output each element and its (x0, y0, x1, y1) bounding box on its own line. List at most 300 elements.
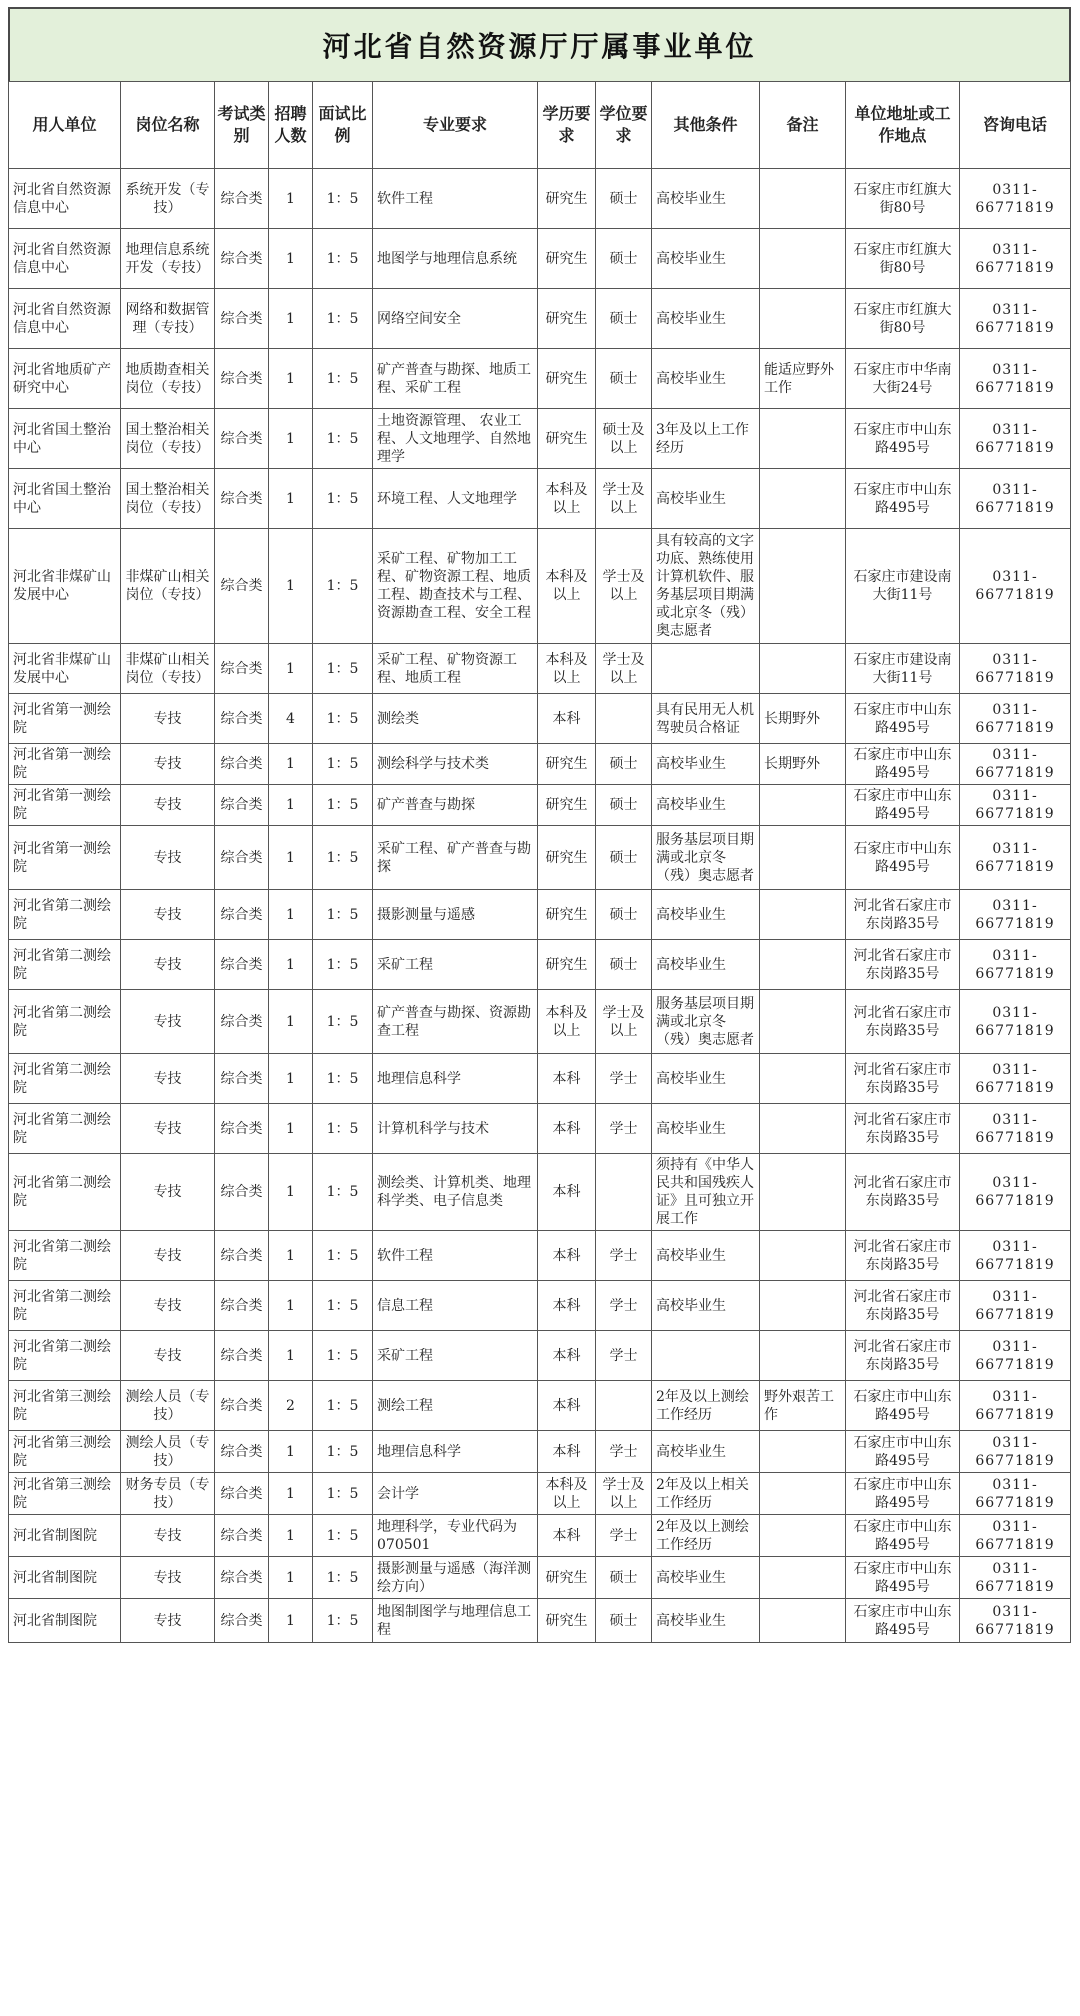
cell-post: 专技 (121, 1054, 215, 1104)
cell-degree: 学士 (596, 1281, 652, 1331)
cell-note (760, 890, 846, 940)
cell-unit: 河北省第二测绘院 (9, 1331, 121, 1381)
cell-count: 4 (269, 694, 313, 744)
cell-major: 采矿工程、矿产普查与勘探 (373, 826, 538, 890)
cell-count: 1 (269, 1599, 313, 1643)
cell-other: 高校毕业生 (652, 1231, 760, 1281)
cell-phone: 0311-66771819 (960, 1054, 1071, 1104)
header-unit: 用人单位 (9, 82, 121, 169)
cell-major: 计算机科学与技术 (373, 1104, 538, 1154)
cell-other: 高校毕业生 (652, 1557, 760, 1599)
cell-address: 河北省石家庄市东岗路35号 (846, 1104, 960, 1154)
cell-category: 综合类 (215, 990, 269, 1054)
cell-other (652, 1331, 760, 1381)
cell-note (760, 1104, 846, 1154)
cell-post: 专技 (121, 1231, 215, 1281)
cell-note (760, 1557, 846, 1599)
cell-note (760, 826, 846, 890)
cell-major: 采矿工程 (373, 940, 538, 990)
cell-education: 本科 (538, 1431, 596, 1473)
cell-post: 测绘人员（专技） (121, 1381, 215, 1431)
cell-degree: 学士及以上 (596, 990, 652, 1054)
cell-education: 本科及以上 (538, 1473, 596, 1515)
cell-phone: 0311-66771819 (960, 990, 1071, 1054)
table-row (9, 1281, 1071, 1331)
cell-phone: 0311-66771819 (960, 409, 1071, 469)
cell-major: 信息工程 (373, 1281, 538, 1331)
cell-count: 1 (269, 785, 313, 826)
table-row (9, 1381, 1071, 1431)
cell-education: 研究生 (538, 349, 596, 409)
cell-ratio: 1：5 (313, 1515, 373, 1557)
cell-phone: 0311-66771819 (960, 469, 1071, 529)
cell-post: 专技 (121, 1515, 215, 1557)
cell-major: 网络空间安全 (373, 289, 538, 349)
table-row (9, 169, 1071, 229)
cell-ratio: 1：5 (313, 1054, 373, 1104)
cell-unit: 河北省第二测绘院 (9, 1231, 121, 1281)
cell-education: 本科 (538, 1515, 596, 1557)
cell-address: 石家庄市中山东路495号 (846, 409, 960, 469)
cell-degree: 学士 (596, 1331, 652, 1381)
header-row (9, 82, 1071, 169)
header-note: 备注 (760, 82, 846, 169)
cell-address: 石家庄市建设南大街11号 (846, 529, 960, 644)
cell-ratio: 1：5 (313, 1231, 373, 1281)
cell-unit: 河北省第二测绘院 (9, 1104, 121, 1154)
cell-phone: 0311-66771819 (960, 1281, 1071, 1331)
cell-degree: 硕士 (596, 169, 652, 229)
cell-address: 河北省石家庄市东岗路35号 (846, 1231, 960, 1281)
table-row (9, 349, 1071, 409)
cell-address: 河北省石家庄市东岗路35号 (846, 1154, 960, 1231)
cell-education: 本科 (538, 1381, 596, 1431)
cell-address: 石家庄市建设南大街11号 (846, 644, 960, 694)
cell-major: 采矿工程、矿物资源工程、地质工程 (373, 644, 538, 694)
cell-degree: 硕士 (596, 1599, 652, 1643)
cell-count: 1 (269, 1473, 313, 1515)
cell-count: 1 (269, 1557, 313, 1599)
cell-major: 土地资源管理、 农业工程、人文地理学、自然地理学 (373, 409, 538, 469)
cell-education: 本科 (538, 1281, 596, 1331)
cell-note (760, 529, 846, 644)
cell-degree (596, 1381, 652, 1431)
cell-unit: 河北省第二测绘院 (9, 1054, 121, 1104)
cell-phone: 0311-66771819 (960, 169, 1071, 229)
cell-count: 1 (269, 1104, 313, 1154)
cell-address: 河北省石家庄市东岗路35号 (846, 890, 960, 940)
cell-note: 野外艰苦工作 (760, 1381, 846, 1431)
table-row (9, 1431, 1071, 1473)
cell-ratio: 1：5 (313, 940, 373, 990)
cell-phone: 0311-66771819 (960, 349, 1071, 409)
cell-category: 综合类 (215, 169, 269, 229)
cell-address: 石家庄市中山东路495号 (846, 694, 960, 744)
cell-degree: 硕士 (596, 1557, 652, 1599)
cell-ratio: 1：5 (313, 1473, 373, 1515)
cell-phone: 0311-66771819 (960, 1515, 1071, 1557)
cell-post: 测绘人员（专技） (121, 1431, 215, 1473)
cell-category: 综合类 (215, 1431, 269, 1473)
table-row (9, 1557, 1071, 1599)
table-row (9, 990, 1071, 1054)
cell-major: 矿产普查与勘探 (373, 785, 538, 826)
table-row (9, 1515, 1071, 1557)
cell-count: 1 (269, 169, 313, 229)
cell-category: 综合类 (215, 289, 269, 349)
cell-other: 服务基层项目期满或北京冬（残）奥志愿者 (652, 826, 760, 890)
cell-phone: 0311-66771819 (960, 1431, 1071, 1473)
cell-note (760, 940, 846, 990)
header-major: 专业要求 (373, 82, 538, 169)
cell-note (760, 785, 846, 826)
cell-other: 2年及以上测绘工作经历 (652, 1381, 760, 1431)
cell-address: 石家庄市中山东路495号 (846, 744, 960, 785)
cell-count: 1 (269, 644, 313, 694)
table-row (9, 694, 1071, 744)
cell-ratio: 1：5 (313, 826, 373, 890)
cell-note (760, 1054, 846, 1104)
cell-other: 2年及以上相关工作经历 (652, 1473, 760, 1515)
cell-unit: 河北省国土整治中心 (9, 409, 121, 469)
cell-unit: 河北省地质矿产研究中心 (9, 349, 121, 409)
cell-address: 石家庄市中山东路495号 (846, 785, 960, 826)
cell-unit: 河北省第二测绘院 (9, 890, 121, 940)
cell-major: 矿产普查与勘探、地质工程、采矿工程 (373, 349, 538, 409)
cell-education: 本科 (538, 1104, 596, 1154)
cell-category: 综合类 (215, 1104, 269, 1154)
cell-unit: 河北省自然资源信息中心 (9, 289, 121, 349)
cell-count: 1 (269, 1331, 313, 1381)
cell-other: 高校毕业生 (652, 289, 760, 349)
header-post: 岗位名称 (121, 82, 215, 169)
cell-category: 综合类 (215, 785, 269, 826)
cell-phone: 0311-66771819 (960, 826, 1071, 890)
cell-degree: 学士 (596, 1104, 652, 1154)
cell-count: 1 (269, 289, 313, 349)
cell-address: 石家庄市中山东路495号 (846, 469, 960, 529)
cell-education: 本科 (538, 1331, 596, 1381)
cell-post: 国土整治相关岗位（专技） (121, 469, 215, 529)
header-education: 学历要求 (538, 82, 596, 169)
cell-unit: 河北省第三测绘院 (9, 1381, 121, 1431)
cell-other: 须持有《中华人民共和国残疾人证》且可独立开展工作 (652, 1154, 760, 1231)
cell-phone: 0311-66771819 (960, 694, 1071, 744)
cell-unit: 河北省第二测绘院 (9, 1281, 121, 1331)
cell-post: 专技 (121, 1281, 215, 1331)
table-row (9, 1231, 1071, 1281)
cell-address: 石家庄市中山东路495号 (846, 1599, 960, 1643)
cell-address: 石家庄市中山东路495号 (846, 1473, 960, 1515)
cell-category: 综合类 (215, 826, 269, 890)
header-degree: 学位要求 (596, 82, 652, 169)
cell-education: 研究生 (538, 1557, 596, 1599)
cell-count: 1 (269, 826, 313, 890)
cell-count: 1 (269, 744, 313, 785)
table-row (9, 826, 1071, 890)
cell-major: 会计学 (373, 1473, 538, 1515)
cell-count: 1 (269, 1281, 313, 1331)
cell-major: 测绘科学与技术类 (373, 744, 538, 785)
cell-category: 综合类 (215, 1381, 269, 1431)
cell-note (760, 1154, 846, 1231)
cell-address: 石家庄市红旗大街80号 (846, 169, 960, 229)
cell-category: 综合类 (215, 469, 269, 529)
cell-degree: 学士及以上 (596, 529, 652, 644)
cell-count: 1 (269, 1054, 313, 1104)
cell-ratio: 1：5 (313, 1431, 373, 1473)
cell-phone: 0311-66771819 (960, 1154, 1071, 1231)
cell-unit: 河北省第一测绘院 (9, 744, 121, 785)
cell-other: 高校毕业生 (652, 1431, 760, 1473)
cell-ratio: 1：5 (313, 169, 373, 229)
cell-degree: 硕士 (596, 289, 652, 349)
cell-category: 综合类 (215, 1473, 269, 1515)
cell-unit: 河北省自然资源信息中心 (9, 229, 121, 289)
cell-category: 综合类 (215, 694, 269, 744)
cell-phone: 0311-66771819 (960, 1331, 1071, 1381)
table-row (9, 644, 1071, 694)
cell-count: 1 (269, 1231, 313, 1281)
cell-ratio: 1：5 (313, 744, 373, 785)
table-row (9, 529, 1071, 644)
cell-other: 高校毕业生 (652, 229, 760, 289)
cell-degree: 硕士 (596, 826, 652, 890)
cell-education: 研究生 (538, 289, 596, 349)
cell-address: 河北省石家庄市东岗路35号 (846, 1331, 960, 1381)
cell-count: 1 (269, 990, 313, 1054)
cell-degree: 硕士 (596, 890, 652, 940)
cell-address: 石家庄市中山东路495号 (846, 1557, 960, 1599)
header-phone: 咨询电话 (960, 82, 1071, 169)
cell-count: 1 (269, 349, 313, 409)
cell-degree: 学士及以上 (596, 644, 652, 694)
cell-other: 服务基层项目期满或北京冬（残）奥志愿者 (652, 990, 760, 1054)
cell-note (760, 289, 846, 349)
cell-count: 1 (269, 229, 313, 289)
table-row (9, 1054, 1071, 1104)
recruitment-sheet (8, 7, 1071, 1643)
cell-education: 本科 (538, 1231, 596, 1281)
cell-degree: 硕士 (596, 940, 652, 990)
cell-address: 河北省石家庄市东岗路35号 (846, 1054, 960, 1104)
cell-note (760, 1281, 846, 1331)
cell-category: 综合类 (215, 644, 269, 694)
cell-degree (596, 1154, 652, 1231)
cell-post: 地质勘查相关岗位（专技） (121, 349, 215, 409)
cell-unit: 河北省第二测绘院 (9, 990, 121, 1054)
cell-education: 研究生 (538, 785, 596, 826)
cell-phone: 0311-66771819 (960, 1104, 1071, 1154)
cell-other: 高校毕业生 (652, 785, 760, 826)
cell-note (760, 469, 846, 529)
cell-education: 本科 (538, 694, 596, 744)
cell-unit: 河北省第二测绘院 (9, 940, 121, 990)
cell-category: 综合类 (215, 229, 269, 289)
cell-other: 高校毕业生 (652, 1104, 760, 1154)
cell-post: 系统开发（专技） (121, 169, 215, 229)
cell-other: 具有较高的文字功底、熟练使用计算机软件、服务基层项目期满或北京冬（残）奥志愿者 (652, 529, 760, 644)
cell-ratio: 1：5 (313, 1281, 373, 1331)
cell-education: 研究生 (538, 229, 596, 289)
cell-ratio: 1：5 (313, 1331, 373, 1381)
table-row (9, 890, 1071, 940)
cell-category: 综合类 (215, 1557, 269, 1599)
header-address: 单位地址或工作地点 (846, 82, 960, 169)
cell-unit: 河北省制图院 (9, 1515, 121, 1557)
cell-ratio: 1：5 (313, 1154, 373, 1231)
table-row (9, 1473, 1071, 1515)
cell-degree: 硕士 (596, 744, 652, 785)
table-row (9, 785, 1071, 826)
cell-other: 高校毕业生 (652, 169, 760, 229)
cell-major: 摄影测量与遥感 (373, 890, 538, 940)
cell-phone: 0311-66771819 (960, 644, 1071, 694)
cell-phone: 0311-66771819 (960, 1599, 1071, 1643)
cell-address: 石家庄市红旗大街80号 (846, 229, 960, 289)
cell-note (760, 1331, 846, 1381)
cell-count: 1 (269, 890, 313, 940)
cell-degree: 硕士 (596, 785, 652, 826)
cell-category: 综合类 (215, 409, 269, 469)
cell-ratio: 1：5 (313, 644, 373, 694)
table-row (9, 744, 1071, 785)
cell-major: 采矿工程、矿物加工工程、矿物资源工程、地质工程、勘查技术与工程、资源勘查工程、安全工程 (373, 529, 538, 644)
table-row (9, 409, 1071, 469)
cell-count: 1 (269, 1515, 313, 1557)
cell-address: 河北省石家庄市东岗路35号 (846, 990, 960, 1054)
cell-unit: 河北省第一测绘院 (9, 785, 121, 826)
table-row (9, 1331, 1071, 1381)
cell-ratio: 1：5 (313, 1599, 373, 1643)
cell-note (760, 1473, 846, 1515)
cell-ratio: 1：5 (313, 469, 373, 529)
cell-ratio: 1：5 (313, 1104, 373, 1154)
cell-degree: 硕士 (596, 349, 652, 409)
cell-education: 本科 (538, 1154, 596, 1231)
cell-ratio: 1：5 (313, 1381, 373, 1431)
header-category: 考试类别 (215, 82, 269, 169)
cell-major: 测绘工程 (373, 1381, 538, 1431)
cell-education: 研究生 (538, 409, 596, 469)
cell-ratio: 1：5 (313, 349, 373, 409)
cell-major: 摄影测量与遥感（海洋测绘方向） (373, 1557, 538, 1599)
cell-note (760, 644, 846, 694)
cell-unit: 河北省国土整治中心 (9, 469, 121, 529)
cell-education: 研究生 (538, 940, 596, 990)
cell-degree: 学士及以上 (596, 469, 652, 529)
cell-address: 石家庄市中山东路495号 (846, 1381, 960, 1431)
cell-other: 高校毕业生 (652, 1599, 760, 1643)
cell-ratio: 1：5 (313, 289, 373, 349)
table-row (9, 289, 1071, 349)
cell-other: 3年及以上工作经历 (652, 409, 760, 469)
cell-education: 本科 (538, 1054, 596, 1104)
cell-degree: 学士 (596, 1231, 652, 1281)
cell-education: 本科及以上 (538, 529, 596, 644)
cell-major: 软件工程 (373, 169, 538, 229)
cell-unit: 河北省自然资源信息中心 (9, 169, 121, 229)
cell-note (760, 229, 846, 289)
cell-post: 专技 (121, 1331, 215, 1381)
cell-other: 高校毕业生 (652, 469, 760, 529)
cell-degree: 学士 (596, 1515, 652, 1557)
cell-unit: 河北省第一测绘院 (9, 694, 121, 744)
cell-category: 综合类 (215, 1231, 269, 1281)
cell-note: 长期野外 (760, 744, 846, 785)
cell-note (760, 409, 846, 469)
cell-post: 非煤矿山相关岗位（专技） (121, 644, 215, 694)
cell-major: 地理信息科学 (373, 1431, 538, 1473)
header-ratio: 面试比例 (313, 82, 373, 169)
cell-major: 矿产普查与勘探、资源勘查工程 (373, 990, 538, 1054)
cell-education: 研究生 (538, 169, 596, 229)
cell-ratio: 1：5 (313, 890, 373, 940)
cell-other (652, 644, 760, 694)
cell-post: 国土整治相关岗位（专技） (121, 409, 215, 469)
cell-post: 专技 (121, 785, 215, 826)
cell-address: 石家庄市中山东路495号 (846, 1515, 960, 1557)
recruitment-table (8, 81, 1071, 1643)
header-other: 其他条件 (652, 82, 760, 169)
sheet-title: 河北省自然资源厅厅属事业单位 (8, 7, 1071, 81)
cell-post: 非煤矿山相关岗位（专技） (121, 529, 215, 644)
cell-education: 研究生 (538, 826, 596, 890)
table-row (9, 1599, 1071, 1643)
cell-phone: 0311-66771819 (960, 890, 1071, 940)
cell-unit: 河北省制图院 (9, 1557, 121, 1599)
cell-degree: 硕士 (596, 229, 652, 289)
cell-post: 专技 (121, 1557, 215, 1599)
cell-ratio: 1：5 (313, 409, 373, 469)
cell-other: 高校毕业生 (652, 744, 760, 785)
cell-category: 综合类 (215, 890, 269, 940)
cell-category: 综合类 (215, 1281, 269, 1331)
cell-unit: 河北省非煤矿山发展中心 (9, 529, 121, 644)
cell-category: 综合类 (215, 1515, 269, 1557)
cell-phone: 0311-66771819 (960, 785, 1071, 826)
cell-category: 综合类 (215, 1599, 269, 1643)
cell-education: 本科及以上 (538, 990, 596, 1054)
cell-note (760, 1599, 846, 1643)
cell-post: 专技 (121, 890, 215, 940)
cell-address: 石家庄市红旗大街80号 (846, 289, 960, 349)
cell-post: 专技 (121, 744, 215, 785)
cell-post: 专技 (121, 826, 215, 890)
cell-category: 综合类 (215, 940, 269, 990)
cell-major: 测绘类 (373, 694, 538, 744)
cell-major: 软件工程 (373, 1231, 538, 1281)
cell-other: 2年及以上测绘工作经历 (652, 1515, 760, 1557)
cell-ratio: 1：5 (313, 990, 373, 1054)
cell-note: 长期野外 (760, 694, 846, 744)
cell-unit: 河北省第三测绘院 (9, 1431, 121, 1473)
cell-other: 高校毕业生 (652, 1281, 760, 1331)
cell-address: 石家庄市中山东路495号 (846, 826, 960, 890)
cell-count: 1 (269, 1431, 313, 1473)
cell-unit: 河北省制图院 (9, 1599, 121, 1643)
cell-unit: 河北省第三测绘院 (9, 1473, 121, 1515)
cell-other: 高校毕业生 (652, 890, 760, 940)
cell-other: 具有民用无人机驾驶员合格证 (652, 694, 760, 744)
cell-major: 地图制图学与地理信息工程 (373, 1599, 538, 1643)
cell-other: 高校毕业生 (652, 940, 760, 990)
cell-note: 能适应野外工作 (760, 349, 846, 409)
cell-phone: 0311-66771819 (960, 289, 1071, 349)
table-row (9, 229, 1071, 289)
cell-phone: 0311-66771819 (960, 744, 1071, 785)
cell-other: 高校毕业生 (652, 349, 760, 409)
